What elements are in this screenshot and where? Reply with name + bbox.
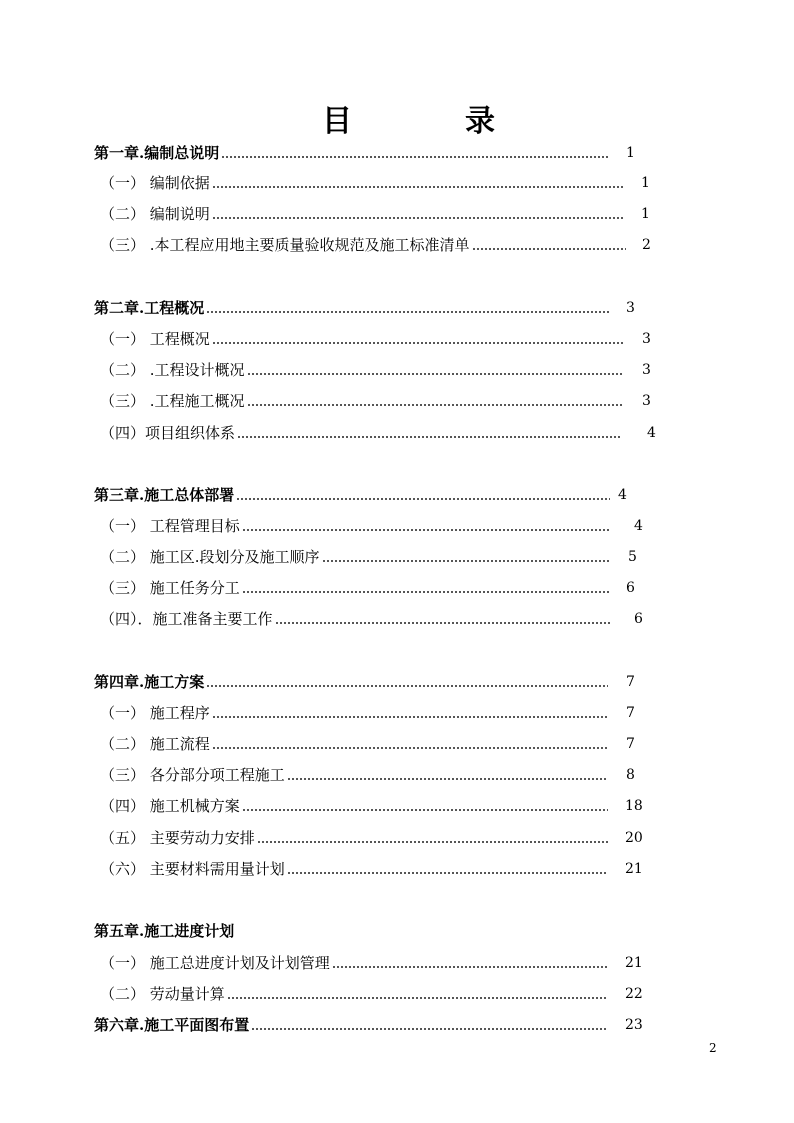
title-char-2: 录 bbox=[465, 104, 495, 139]
dot-leader bbox=[242, 515, 610, 537]
dot-leader bbox=[221, 142, 608, 164]
toc-entry-title: 第六章.施工平面图布置 bbox=[94, 1016, 250, 1034]
toc-page-number: 7 bbox=[626, 705, 635, 721]
dot-leader bbox=[247, 390, 624, 412]
toc-section-entry[interactable] bbox=[100, 733, 610, 755]
toc-chapter-entry[interactable] bbox=[94, 1014, 610, 1036]
toc-page-number: 4 bbox=[634, 518, 643, 534]
toc-entry-title: （二） 编制说明 bbox=[100, 205, 210, 223]
dot-leader bbox=[287, 764, 608, 786]
toc-chapter-entry[interactable] bbox=[94, 484, 612, 506]
dot-leader bbox=[275, 608, 612, 630]
toc-page-number: 22 bbox=[625, 986, 643, 1002]
toc-section-entry[interactable] bbox=[100, 795, 610, 817]
dot-leader bbox=[212, 172, 624, 194]
toc-page-number: 1 bbox=[641, 206, 650, 222]
toc-entry-title: 第二章.工程概况 bbox=[94, 299, 205, 317]
toc-entry-title: （三） .本工程应用地主要质量验收规范及施工标准清单 bbox=[100, 236, 470, 254]
toc-entry-title: （三） .工程施工概况 bbox=[100, 392, 245, 410]
dot-leader bbox=[212, 328, 624, 350]
dot-leader bbox=[212, 203, 624, 225]
toc-entry-title: （一） 施工总进度计划及计划管理 bbox=[100, 954, 330, 972]
dot-leader bbox=[287, 858, 608, 880]
toc-chapter-entry[interactable] bbox=[94, 297, 612, 319]
dot-leader bbox=[212, 733, 608, 755]
toc-page-number: 23 bbox=[625, 1017, 643, 1033]
toc-entry-title: 第四章.施工方案 bbox=[94, 673, 205, 691]
toc-section-entry[interactable] bbox=[100, 515, 612, 537]
toc-chapter-entry[interactable] bbox=[94, 671, 610, 693]
dot-leader bbox=[237, 422, 620, 444]
toc-section-entry[interactable] bbox=[100, 608, 614, 630]
page-number: 2 bbox=[709, 1041, 717, 1055]
toc-chapter-entry[interactable] bbox=[94, 142, 610, 164]
toc-entry-title: （二） 施工区.段划分及施工顺序 bbox=[100, 548, 320, 566]
toc-section-entry[interactable] bbox=[100, 359, 626, 381]
toc-section-entry[interactable] bbox=[100, 172, 626, 194]
toc-page-number: 21 bbox=[625, 955, 643, 971]
title-char-1: 目 bbox=[322, 104, 352, 139]
toc-entry-title: （五） 主要劳动力安排 bbox=[100, 829, 255, 847]
toc-entry-title: （六） 主要材料需用量计划 bbox=[100, 860, 285, 878]
toc-entry-title: 第五章.施工进度计划 bbox=[94, 922, 235, 940]
dot-leader bbox=[332, 952, 608, 974]
toc-entry-title: （四） 施工机械方案 bbox=[100, 797, 240, 815]
toc-page-number: 20 bbox=[625, 830, 643, 846]
toc-entry-title: （二） 劳动量计算 bbox=[100, 985, 225, 1003]
dot-leader bbox=[227, 983, 608, 1005]
dot-leader bbox=[322, 546, 610, 568]
toc-page-number: 1 bbox=[626, 145, 635, 161]
toc-page-number: 3 bbox=[626, 300, 635, 316]
toc-entry-title: （一） 施工程序 bbox=[100, 704, 210, 722]
dot-leader bbox=[251, 1014, 608, 1036]
toc-page-number: 4 bbox=[647, 425, 656, 441]
toc-section-entry[interactable] bbox=[100, 422, 622, 444]
toc-section-entry[interactable] bbox=[100, 764, 610, 786]
toc-entry-title: （二） 施工流程 bbox=[100, 735, 210, 753]
toc-entry-title: （四）项目组织体系 bbox=[100, 424, 236, 442]
toc-page-number: 8 bbox=[626, 767, 635, 783]
dot-leader bbox=[206, 671, 608, 693]
toc-section-entry[interactable] bbox=[100, 702, 610, 724]
dot-leader bbox=[257, 827, 608, 849]
toc-page-number: 18 bbox=[625, 798, 643, 814]
toc-entry-title: （三） 各分部分项工程施工 bbox=[100, 766, 285, 784]
toc-entry-title: （一） 工程概况 bbox=[100, 330, 210, 348]
toc-page-number: 4 bbox=[618, 487, 627, 503]
toc-page-number: 21 bbox=[625, 861, 643, 877]
toc-entry-title: （四）．施工准备主要工作 bbox=[100, 610, 273, 628]
toc-entry-title: （一） 编制依据 bbox=[100, 174, 210, 192]
toc-page-number: 5 bbox=[628, 549, 637, 565]
dot-leader bbox=[206, 297, 610, 319]
toc-section-entry[interactable] bbox=[100, 577, 612, 599]
toc-page-number: 6 bbox=[634, 611, 643, 627]
dot-leader bbox=[242, 577, 610, 599]
toc-section-entry[interactable] bbox=[100, 952, 610, 974]
toc-chapter-entry[interactable] bbox=[94, 920, 494, 942]
dot-leader bbox=[242, 795, 608, 817]
toc-section-entry[interactable] bbox=[100, 203, 626, 225]
toc-entry-title: （一） 工程管理目标 bbox=[100, 517, 240, 535]
toc-entry-title: 第三章.施工总体部署 bbox=[94, 486, 235, 504]
toc-page-number: 3 bbox=[642, 362, 651, 378]
toc-page-number: 6 bbox=[626, 580, 635, 596]
toc-entry-title: （三） 施工任务分工 bbox=[100, 579, 240, 597]
toc-section-entry[interactable] bbox=[100, 234, 628, 256]
toc-entry-title: （二） .工程设计概况 bbox=[100, 361, 245, 379]
toc-page-number: 3 bbox=[642, 331, 651, 347]
dot-leader bbox=[247, 359, 624, 381]
dot-leader bbox=[472, 234, 626, 256]
toc-page-number: 3 bbox=[642, 393, 651, 409]
dot-leader bbox=[212, 702, 608, 724]
toc-title bbox=[0, 96, 794, 139]
toc-page-number: 7 bbox=[626, 674, 635, 690]
toc-section-entry[interactable] bbox=[100, 827, 610, 849]
dot-leader bbox=[236, 484, 610, 506]
toc-section-entry[interactable] bbox=[100, 328, 626, 350]
toc-page-number: 2 bbox=[642, 237, 651, 253]
toc-section-entry[interactable] bbox=[100, 858, 610, 880]
toc-section-entry[interactable] bbox=[100, 546, 612, 568]
toc-page-number: 1 bbox=[641, 175, 650, 191]
toc-section-entry[interactable] bbox=[100, 983, 610, 1005]
toc-page-number: 7 bbox=[626, 736, 635, 752]
toc-section-entry[interactable] bbox=[100, 390, 626, 412]
toc-entry-title: 第一章.编制总说明 bbox=[94, 144, 220, 162]
